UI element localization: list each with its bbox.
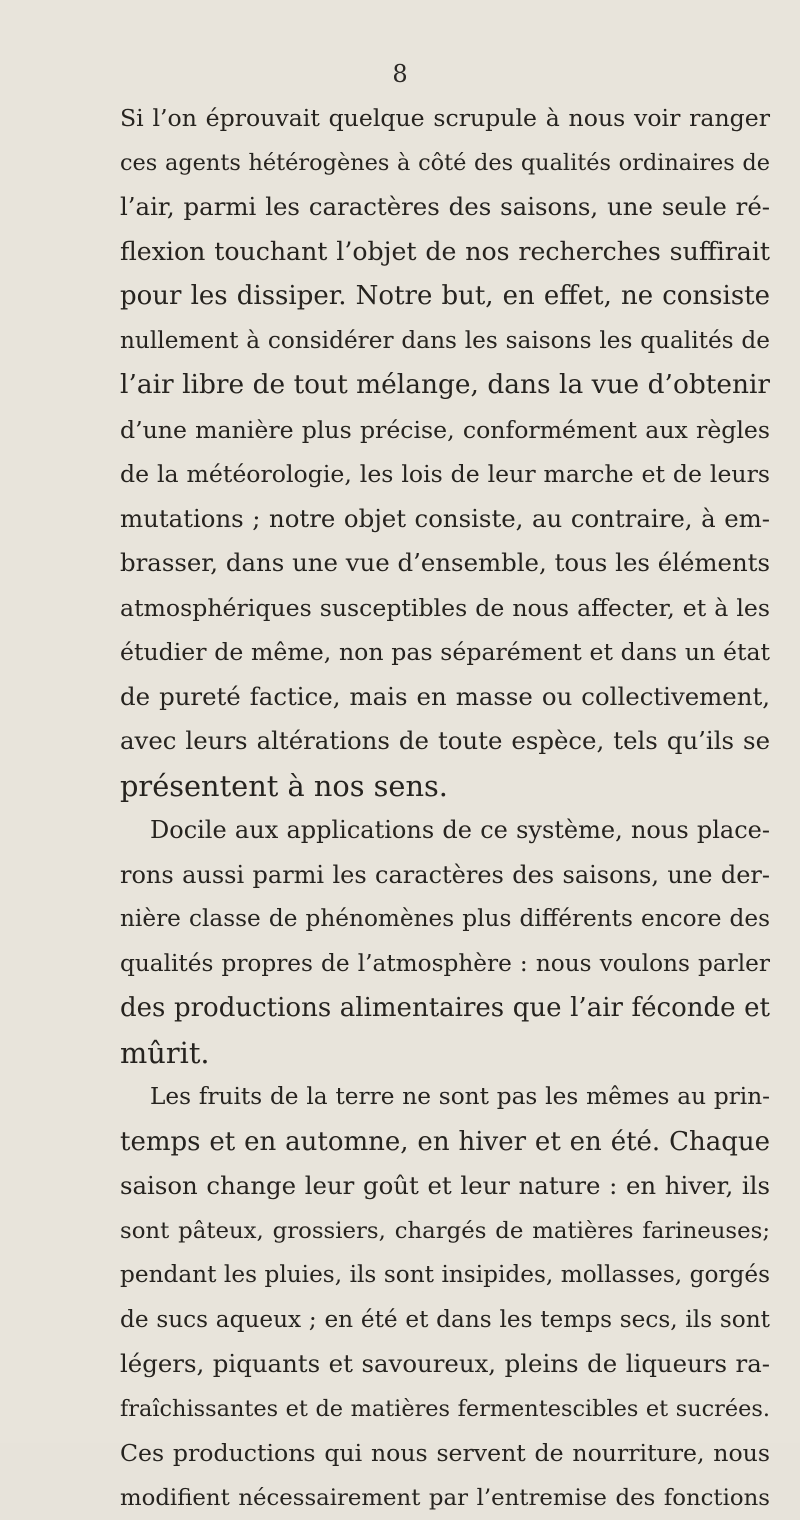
text-line: Docile aux applications de ce système, nous place-: [120, 808, 770, 853]
text-line: l’air, parmi les caractères des saisons, une seule ré-: [120, 185, 770, 230]
text-line: sont pâteux, grossiers, chargés de matières farineuses;: [120, 1209, 770, 1254]
text-line: nière classe de phénomènes plus différents encore des: [120, 897, 770, 942]
text-line: de pureté factice, mais en masse ou collectivement,: [120, 675, 770, 720]
text-line: qualités propres de l’atmosphère : nous voulons parler: [120, 942, 770, 987]
text-line: saison change leur goût et leur nature : en hiver, ils: [120, 1164, 770, 1209]
page-number: 8: [0, 60, 800, 88]
text-line: fraîchissantes et de matières fermentescibles et sucrées.: [120, 1387, 770, 1432]
text-line: des productions alimentaires que l’air féconde et: [120, 986, 770, 1031]
text-line: présentent à nos sens.: [120, 764, 770, 809]
text-line: Ces productions qui nous servent de nourriture, nous: [120, 1431, 770, 1476]
text-line: atmosphériques susceptibles de nous affecter, et à les: [120, 586, 770, 631]
text-line: étudier de même, non pas séparément et dans un état: [120, 630, 770, 675]
text-line: pendant les pluies, ils sont insipides, mollasses, gorgés: [120, 1253, 770, 1298]
text-line: brasser, dans une vue d’ensemble, tous les éléments: [120, 541, 770, 586]
text-line: ces agents hétérogènes à côté des qualités ordinaires de: [120, 141, 770, 186]
text-line: Si l’on éprouvait quelque scrupule à nous voir ranger: [120, 96, 770, 141]
text-line: Les fruits de la terre ne sont pas les mêmes au prin-: [120, 1075, 770, 1120]
text-line: temps et en automne, en hiver et en été. Chaque: [120, 1120, 770, 1165]
text-line: nullement à considérer dans les saisons les qualités de: [120, 319, 770, 364]
text-line: mûrit.: [120, 1031, 770, 1076]
text-line: flexion touchant l’objet de nos recherches suffirait: [120, 230, 770, 275]
text-line: l’air libre de tout mélange, dans la vue d’obtenir: [120, 363, 770, 408]
text-line: rons aussi parmi les caractères des saisons, une der-: [120, 853, 770, 898]
text-line: pour les dissiper. Notre but, en effet, ne consiste: [120, 274, 770, 319]
body-text: [120, 96, 770, 1520]
text-line: de sucs aqueux ; en été et dans les temps secs, ils sont: [120, 1298, 770, 1343]
text-line: mutations ; notre objet consiste, au contraire, à em-: [120, 497, 770, 542]
text-line: avec leurs altérations de toute espèce, tels qu’ils se: [120, 719, 770, 764]
text-line: légers, piquants et savoureux, pleins de liqueurs ra-: [120, 1342, 770, 1387]
text-line: modifient nécessairement par l’entremise des fonctions: [120, 1476, 770, 1520]
text-line: d’une manière plus précise, conformément aux règles: [120, 408, 770, 453]
text-line: de la météorologie, les lois de leur marche et de leurs: [120, 452, 770, 497]
